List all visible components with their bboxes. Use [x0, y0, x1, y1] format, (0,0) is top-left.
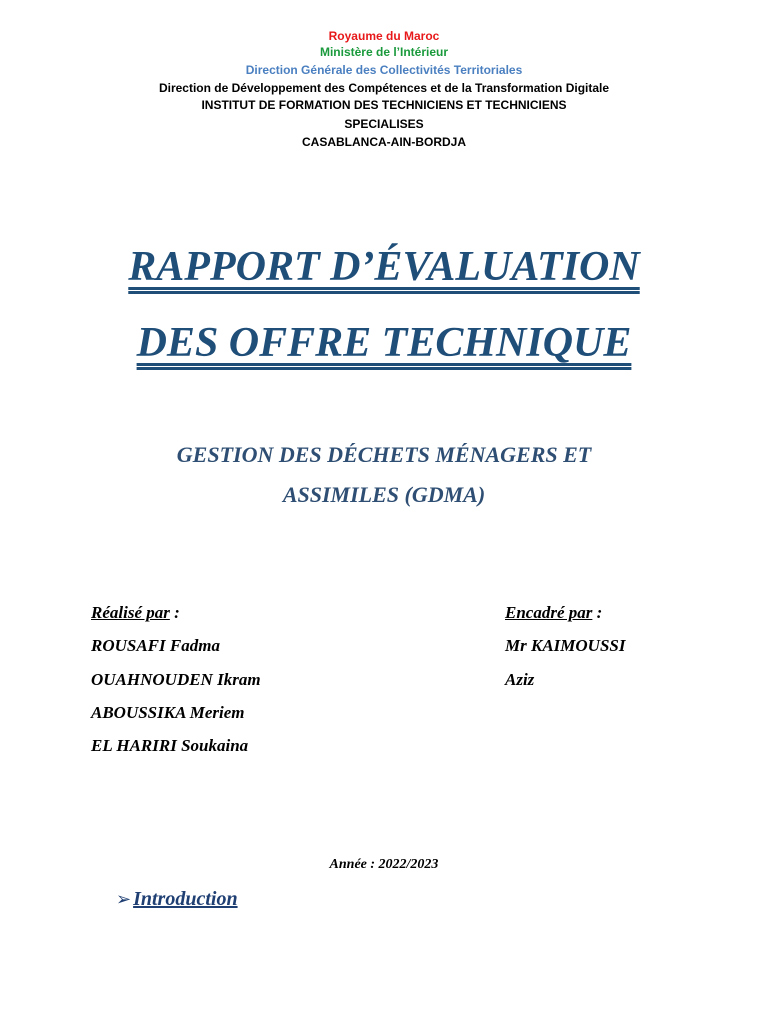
header-ministry: Ministère de l’Intérieur	[319, 45, 449, 59]
header-direction-generale: Direction Générale des Collectivités Territoriales	[245, 63, 523, 77]
title-line-1	[0, 242, 768, 292]
introduction-link[interactable]: Introduction	[133, 888, 238, 910]
authors-heading-colon: :	[169, 603, 180, 622]
subtitle-line-2: ASSIMILES (GDMA)	[282, 482, 486, 507]
arrow-right-icon: ➢	[116, 889, 132, 910]
supervisor-heading-label: Encadré par	[505, 603, 593, 622]
subtitle-line-1: GESTION DES DÉCHETS MÉNAGERS ET	[176, 442, 592, 467]
header-direction-dev: Direction de Développement des Compétences et de la Transformation Digitale	[158, 81, 610, 95]
title-line-2	[0, 318, 768, 368]
header-kingdom: Royaume du Maroc	[328, 29, 440, 43]
academic-year: Année : 2022/2023	[329, 857, 439, 872]
supervisor-heading	[505, 602, 602, 624]
authors-heading-label: Réalisé par	[91, 603, 170, 622]
supervisor-heading-colon: :	[592, 603, 603, 622]
author-name: ABOUSSIKA Meriem	[91, 703, 245, 722]
header-institut-line2: SPECIALISES	[344, 117, 424, 131]
authors-heading	[91, 602, 180, 624]
title-text-2: DES OFFRE TECHNIQUE	[136, 320, 632, 366]
author-name: EL HARIRI Soukaina	[91, 736, 249, 755]
header-location: CASABLANCA-AIN-BORDJA	[302, 135, 466, 149]
author-name: OUAHNOUDEN Ikram	[91, 670, 261, 689]
title-text-1: RAPPORT D’ÉVALUATION	[128, 244, 640, 290]
supervisor-name-line2: Aziz	[505, 670, 535, 689]
section-introduction[interactable]	[116, 886, 238, 913]
supervisor-name-line1: Mr KAIMOUSSI	[505, 636, 626, 655]
header-institut-line1: INSTITUT DE FORMATION DES TECHNICIENS ET TECHNICIENS	[201, 98, 567, 112]
author-name: ROUSAFI Fadma	[91, 636, 220, 655]
